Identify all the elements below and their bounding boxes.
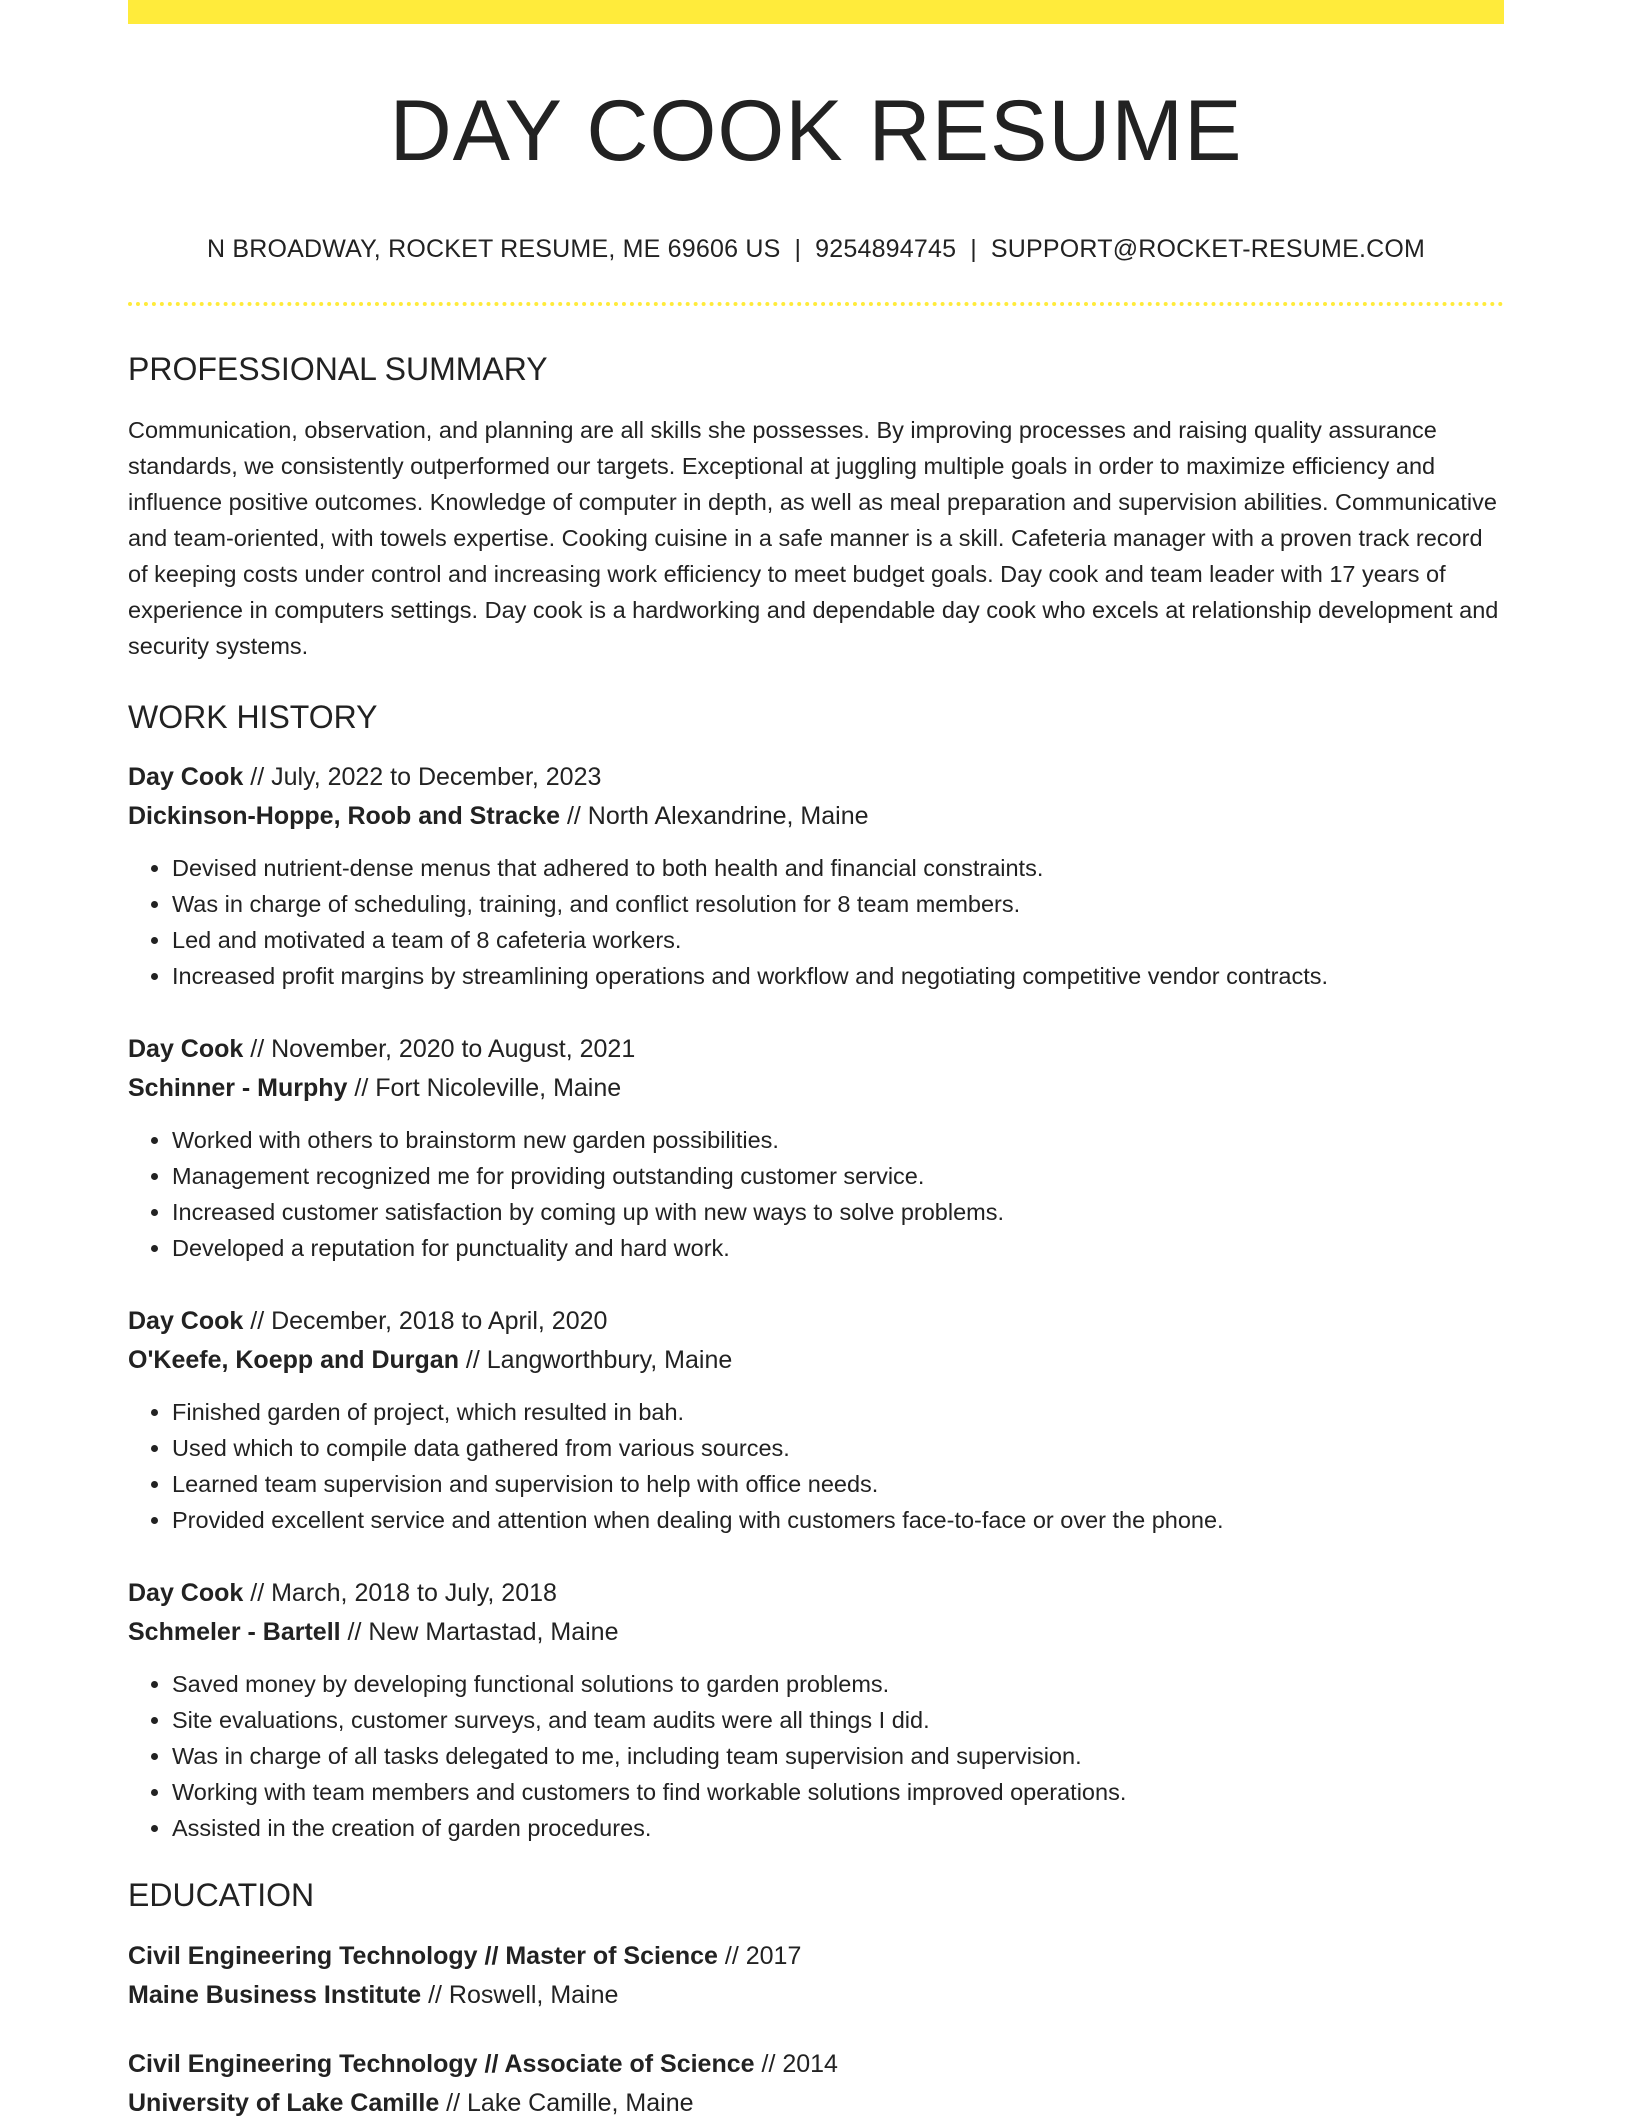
section-title-summary: PROFESSIONAL SUMMARY xyxy=(128,350,548,387)
education-degree: Civil Engineering Technology // Master of Science xyxy=(128,1941,718,1970)
dotted-divider xyxy=(128,302,1504,306)
job-role: Day Cook xyxy=(128,1307,244,1336)
job-dates: // July, 2022 to December, 2023 xyxy=(243,763,602,792)
education-degree: Civil Engineering Technology // Associate of Science xyxy=(128,2049,755,2078)
education-entry xyxy=(128,1937,1504,2015)
job-bullet: • Working with team members and customers to find workable solutions improved operations. xyxy=(172,1774,1504,1810)
job-entry xyxy=(128,1574,1504,1846)
job-bullet: • Worked with others to brainstorm new garden possibilities. xyxy=(172,1122,1504,1158)
job-bullet: • Increased profit margins by streamlining operations and workflow and negotiating competitive vendor contracts. xyxy=(172,958,1504,994)
job-bullet: • Used which to compile data gathered from various sources. xyxy=(172,1430,1504,1466)
job-role-line xyxy=(128,758,1504,797)
job-location: // Langworthbury, Maine xyxy=(458,1346,733,1375)
separator: | xyxy=(794,234,802,263)
job-bullet: • Devised nutrient-dense menus that adhered to both health and financial constraints. xyxy=(172,850,1504,886)
job-bullets xyxy=(128,1394,1504,1538)
education-location: // Lake Camille, Maine xyxy=(439,2088,694,2117)
education-entry xyxy=(128,2045,1504,2123)
job-bullet: • Management recognized me for providing outstanding customer service. xyxy=(172,1158,1504,1194)
job-bullet: • Increased customer satisfaction by coming up with new ways to solve problems. xyxy=(172,1194,1504,1230)
job-role-line xyxy=(128,1302,1504,1341)
education-school: University of Lake Camille xyxy=(128,2088,440,2117)
job-dates: // November, 2020 to August, 2021 xyxy=(243,1035,636,1064)
job-bullet: • Saved money by developing functional solutions to garden problems. xyxy=(172,1666,1504,1702)
job-company-line xyxy=(128,1069,1504,1108)
job-location: // New Martastad, Maine xyxy=(340,1618,619,1647)
section-title-education: EDUCATION xyxy=(128,1877,315,1914)
phone: 9254894745 xyxy=(815,234,957,263)
resume-title: DAY COOK RESUME xyxy=(389,83,1243,179)
job-bullets xyxy=(128,1666,1504,1846)
education-year: // 2014 xyxy=(754,2049,838,2078)
job-bullet: • Was in charge of scheduling, training, and conflict resolution for 8 team members. xyxy=(172,886,1504,922)
job-entry xyxy=(128,1302,1504,1538)
contact-line xyxy=(128,235,1504,264)
job-bullet: • Developed a reputation for punctuality and hard work. xyxy=(172,1230,1504,1266)
top-accent-bar xyxy=(128,0,1504,24)
education-school-line xyxy=(128,2084,1504,2123)
job-company: Dickinson-Hoppe, Roob and Stracke xyxy=(128,802,561,831)
job-entry xyxy=(128,758,1504,994)
education-year: // 2017 xyxy=(717,1941,802,1970)
job-company-line xyxy=(128,797,1504,836)
education-school-line xyxy=(128,1976,1504,2015)
job-entry xyxy=(128,1030,1504,1266)
education-degree-line xyxy=(128,1937,1504,1976)
job-dates: // March, 2018 to July, 2018 xyxy=(243,1579,557,1608)
job-dates: // December, 2018 to April, 2020 xyxy=(243,1307,608,1336)
job-bullet: • Was in charge of all tasks delegated to me, including team supervision and supervision. xyxy=(172,1738,1504,1774)
job-role-line xyxy=(128,1030,1504,1069)
address: N BROADWAY, ROCKET RESUME, ME 69606 US xyxy=(206,234,781,263)
job-company: Schinner - Murphy xyxy=(128,1074,348,1103)
job-bullet: • Provided excellent service and attention when dealing with customers face-to-face or over the phone. xyxy=(172,1502,1504,1538)
education-school: Maine Business Institute xyxy=(128,1980,422,2009)
education-location: // Roswell, Maine xyxy=(421,1980,619,2009)
job-bullet: • Finished garden of project, which resulted in bah. xyxy=(172,1394,1504,1430)
separator: | xyxy=(970,234,977,263)
job-company-line xyxy=(128,1613,1504,1652)
job-role: Day Cook xyxy=(128,763,244,792)
job-company: O'Keefe, Koepp and Durgan xyxy=(128,1346,459,1375)
job-company: Schmeler - Bartell xyxy=(128,1618,341,1647)
job-bullets xyxy=(128,850,1504,994)
job-bullets xyxy=(128,1122,1504,1266)
job-bullet: • Assisted in the creation of garden procedures. xyxy=(172,1810,1504,1846)
job-company-line xyxy=(128,1341,1504,1380)
section-title-work: WORK HISTORY xyxy=(128,698,378,735)
email: SUPPORT@ROCKET-RESUME.COM xyxy=(990,234,1426,263)
job-location: // Fort Nicoleville, Maine xyxy=(347,1074,622,1103)
job-role: Day Cook xyxy=(128,1035,244,1064)
job-bullet: • Learned team supervision and supervision to help with office needs. xyxy=(172,1466,1504,1502)
resume-page xyxy=(128,0,1504,2123)
education-degree-line xyxy=(128,2045,1504,2084)
job-role-line xyxy=(128,1574,1504,1613)
summary-text: Communication, observation, and planning are all skills she possesses. By improving processes and raising quality assurance standards, we consistently outperformed our targets. Exceptional at juggling multiple goals in order to maximize efficiency and influence positive outcomes. Knowledge of computer in depth, as well as meal preparation and supervision abilities. Communicative and team-oriented, with towels expertise. Cooking cuisine in a safe manner is a skill. Cafeteria manager with a proven track record of keeping costs under control and increasing work efficiency to meet budget goals. Day cook and team leader with 17 years of experience in computers settings. Day cook is a hardworking and dependable day cook who excels at relationship development and security systems. xyxy=(128,416,1499,659)
job-role: Day Cook xyxy=(128,1579,244,1608)
job-location: // North Alexandrine, Maine xyxy=(560,802,869,831)
job-bullet: • Led and motivated a team of 8 cafeteria workers. xyxy=(172,922,1504,958)
job-bullet: • Site evaluations, customer surveys, and team audits were all things I did. xyxy=(172,1702,1504,1738)
